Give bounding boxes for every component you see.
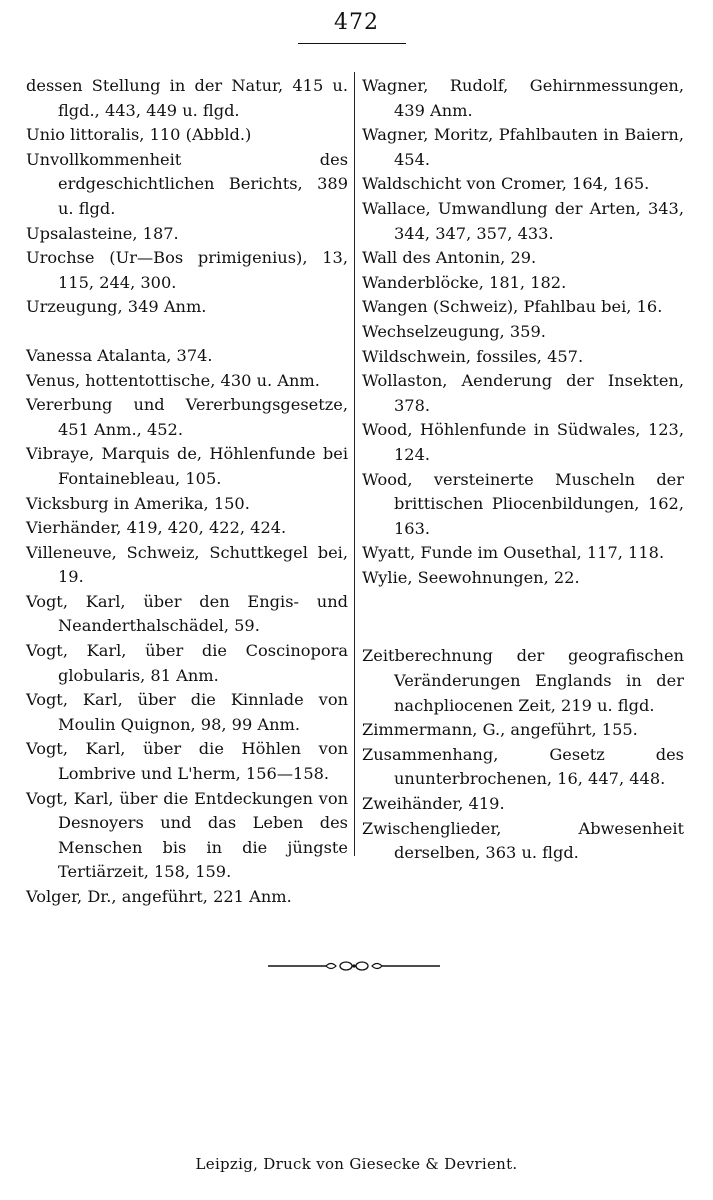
index-entry: Urzeugung, 349 Anm. (26, 297, 207, 317)
index-entry: Zwischenglieder, Abwesenheit derselben, 363 u. flgd. (362, 818, 684, 863)
index-entry: Waldschicht von Cromer, 164, 165. (362, 174, 650, 194)
index-entry: Wollaston, Aenderung der Insekten, 378. (362, 371, 684, 415)
index-entry: Zusammenhang, Gesetz des ununterbrochenen, 16, 447, 448. (362, 744, 684, 789)
index-entry: Wylie, Seewohnungen, 22. (362, 567, 580, 587)
index-entry: Zweihänder, 419. (362, 794, 505, 814)
index-entry: Wechselzeugung, 359. (362, 321, 546, 341)
index-column-right (362, 74, 684, 866)
index-entry: Unio littoralis, 110 (Abbld.) (26, 125, 252, 145)
index-entry: Wyatt, Funde im Ousethal, 117, 118. (362, 543, 665, 563)
index-entry: Venus, hottentottische, 430 u. Anm. (26, 370, 320, 390)
printer-imprint: Leipzig, Druck von Giesecke & Devrient. (195, 1155, 518, 1173)
index-entry: Unvollkommenheit des erdgeschichtlichen Berichts, 389 u. flgd. (26, 149, 348, 218)
index-entry: Wagner, Rudolf, Gehirnmessungen, 439 Anm. (362, 76, 684, 120)
index-entry: Vogt, Karl, über die Entdeckungen von Desnoyers und das Leben des Menschen bis in die jüngste Tertiärzeit, 158, 159. (26, 788, 348, 882)
index-entry: Wanderblöcke, 181, 182. (362, 272, 567, 292)
header-rule (298, 43, 406, 44)
index-entry: Wallace, Umwandlung der Arten, 343, 344, 347, 357, 433. (362, 198, 684, 243)
index-entry: Wagner, Moritz, Pfahlbauten in Baiern, 454. (362, 125, 684, 169)
index-entry: Vogt, Karl, über die Kinnlade von Moulin Quignon, 98, 99 Anm. (26, 690, 348, 734)
index-entry: Zeitberechnung der geografischen Veränderungen Englands in der nachpliocenen Zeit, 219 u. flgd. (362, 646, 684, 715)
index-entry: Wall des Antonin, 29. (362, 248, 537, 268)
index-entry: Wood, Höhlenfunde in Südwales, 123, 124. (362, 420, 684, 464)
index-entry: Vogt, Karl, über die Höhlen von Lombrive und L'herm, 156—158. (26, 739, 348, 784)
index-entry: dessen Stellung in der Natur, 415 u. flgd., 443, 449 u. flgd. (26, 76, 348, 120)
index-entry: Vierhänder, 419, 420, 422, 424. (26, 518, 287, 538)
index-column-left (26, 74, 348, 910)
index-entry: Wildschwein, fossiles, 457. (362, 346, 584, 366)
index-entry: Urochse (Ur—Bos primigenius), 13, 115, 244, 300. (26, 248, 348, 292)
index-entry: Vererbung und Vererbungsgesetze, 451 Anm., 452. (26, 395, 348, 439)
index-entry: Villeneuve, Schweiz, Schuttkegel bei, 19. (26, 542, 348, 587)
column-divider (354, 72, 355, 856)
index-entry: Zimmermann, G., angeführt, 155. (362, 720, 638, 740)
index-entry: Vicksburg in Amerika, 150. (26, 493, 250, 513)
index-entry: Vogt, Karl, über den Engis- und Neanderthalschädel, 59. (26, 591, 348, 636)
index-entry: Vogt, Karl, über die Coscinopora globularis, 81 Anm. (26, 641, 348, 685)
index-entry: Wood, versteinerte Muscheln der brittischen Pliocenbildungen, 162, 163. (362, 469, 684, 538)
index-entry: Wangen (Schweiz), Pfahlbau bei, 16. (362, 297, 663, 317)
index-entry: Vibraye, Marquis de, Höhlenfunde bei Fontainebleau, 105. (26, 444, 348, 488)
index-entry: Volger, Dr., angeführt, 221 Anm. (26, 887, 292, 906)
page-number: 472 (334, 10, 379, 35)
ornament-divider (268, 956, 440, 976)
index-entry: Upsalasteine, 187. (26, 223, 179, 243)
index-entry: Vanessa Atalanta, 374. (26, 345, 213, 365)
